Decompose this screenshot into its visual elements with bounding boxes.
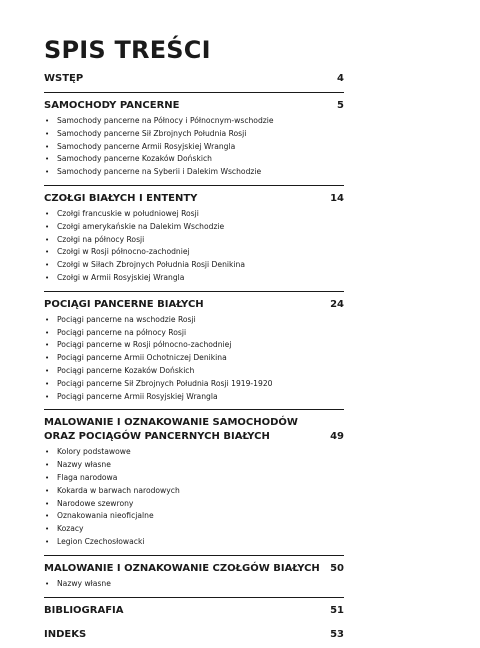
toc-item: • Czołgi francuskie w południowej Rosji bbox=[44, 208, 344, 221]
toc-item: • Samochody pancerne Kozaków Dońskich bbox=[44, 153, 344, 166]
section-page-number: 14 bbox=[330, 192, 344, 204]
section-gap bbox=[44, 618, 344, 628]
section-title-line: SAMOCHODY PANCERNE bbox=[44, 100, 180, 111]
toc-section bbox=[44, 604, 344, 618]
toc-item: • Samochody pancerne na Syberii i Dalekim Wschodzie bbox=[44, 166, 344, 179]
toc-item: • Samochody pancerne na Północy i Północnym-wschodzie bbox=[44, 115, 344, 128]
section-title-line: ORAZ POCIĄGÓW PANCERNYCH BIAŁYCH bbox=[44, 431, 270, 443]
section-title-line: BIBLIOGRAFIA bbox=[44, 604, 124, 616]
section-items bbox=[44, 208, 344, 285]
section-title bbox=[44, 192, 344, 206]
section-items bbox=[44, 314, 344, 404]
toc-item: • Pociągi pancerne na wschodzie Rosji bbox=[44, 314, 344, 327]
section-title-line: CZOŁGI BIAŁYCH I ENTENTY bbox=[44, 192, 198, 204]
section-page-number: 49 bbox=[330, 431, 344, 443]
toc-item: • Pociągi pancerne na północy Rosji bbox=[44, 327, 344, 340]
toc-section bbox=[44, 416, 344, 548]
page-title: SPIS TREŚCI bbox=[44, 36, 211, 64]
section-page-number: 4 bbox=[337, 73, 344, 84]
table-of-contents bbox=[44, 36, 344, 642]
section-title bbox=[44, 298, 344, 312]
section-title bbox=[44, 604, 344, 618]
toc-item: • Czołgi w Rosji północno-zachodniej bbox=[44, 246, 344, 259]
section-heading bbox=[44, 562, 344, 576]
toc-item: • Flaga narodowa bbox=[44, 472, 344, 485]
section-page-number: 50 bbox=[330, 562, 344, 574]
section-items bbox=[44, 115, 344, 179]
section-divider bbox=[44, 92, 344, 93]
toc-item: • Czołgi w Siłach Zbrojnych Południa Rosji Denikina bbox=[44, 259, 344, 272]
toc-section bbox=[44, 72, 344, 86]
toc-sections bbox=[44, 72, 344, 642]
section-heading bbox=[44, 192, 344, 206]
section-heading bbox=[44, 628, 344, 642]
section-items bbox=[44, 446, 344, 548]
toc-item: • Kozacy bbox=[44, 523, 344, 536]
section-page-number: 51 bbox=[330, 604, 344, 616]
toc-item: • Kolory podstawowe bbox=[44, 446, 344, 459]
section-heading bbox=[44, 99, 344, 113]
toc-item: • Czołgi amerykańskie na Dalekim Wschodzie bbox=[44, 221, 344, 234]
section-page-number: 5 bbox=[337, 100, 344, 111]
toc-section bbox=[44, 628, 344, 642]
section-heading bbox=[44, 604, 344, 618]
section-items bbox=[44, 578, 344, 591]
toc-item: • Nazwy własne bbox=[44, 578, 344, 591]
toc-item: • Narodowe szewrony bbox=[44, 498, 344, 511]
toc-section bbox=[44, 192, 344, 285]
section-page-number: 53 bbox=[330, 628, 344, 640]
section-divider bbox=[44, 291, 344, 292]
section-title-line: MALOWANIE I OZNAKOWANIE SAMOCHODÓW bbox=[44, 417, 298, 429]
toc-item: • Samochody pancerne Armii Rosyjskiej Wrangla bbox=[44, 141, 344, 154]
section-divider bbox=[44, 555, 344, 556]
section-title bbox=[44, 99, 344, 113]
section-title-line: WSTĘP bbox=[44, 73, 84, 84]
toc-item: • Pociągi pancerne Armii Rosyjskiej Wrangla bbox=[44, 391, 344, 404]
toc-item: • Pociągi pancerne Kozaków Dońskich bbox=[44, 365, 344, 378]
section-heading bbox=[44, 416, 344, 444]
section-title-line: INDEKS bbox=[44, 628, 87, 640]
section-divider bbox=[44, 597, 344, 598]
toc-item: • Legion Czechosłowacki bbox=[44, 536, 344, 549]
toc-section bbox=[44, 298, 344, 404]
section-title-line: POCIĄGI PANCERNE BIAŁYCH bbox=[44, 298, 204, 310]
section-heading bbox=[44, 72, 344, 86]
toc-item: • Oznakowania nieoficjalne bbox=[44, 510, 344, 523]
section-title bbox=[44, 416, 344, 444]
toc-item: • Kokarda w barwach narodowych bbox=[44, 485, 344, 498]
section-title bbox=[44, 628, 344, 642]
toc-item: • Pociągi pancerne w Rosji północno-zachodniej bbox=[44, 339, 344, 352]
toc-item: • Pociągi pancerne Sił Zbrojnych Południa Rosji 1919-1920 bbox=[44, 378, 344, 391]
toc-item: • Samochody pancerne Sił Zbrojnych Południa Rosji bbox=[44, 128, 344, 141]
toc-item: • Nazwy własne bbox=[44, 459, 344, 472]
section-title bbox=[44, 562, 344, 576]
toc-item: • Czołgi na północy Rosji bbox=[44, 234, 344, 247]
toc-section bbox=[44, 99, 344, 179]
section-page-number: 24 bbox=[330, 298, 344, 310]
section-divider bbox=[44, 185, 344, 186]
section-title-line: MALOWANIE I OZNAKOWANIE CZOŁGÓW BIAŁYCH bbox=[44, 562, 320, 574]
toc-section bbox=[44, 562, 344, 591]
section-heading bbox=[44, 298, 344, 312]
toc-item: • Pociągi pancerne Armii Ochotniczej Denikina bbox=[44, 352, 344, 365]
section-divider bbox=[44, 409, 344, 410]
section-title bbox=[44, 72, 344, 86]
toc-item: • Czołgi w Armii Rosyjskiej Wrangla bbox=[44, 272, 344, 285]
